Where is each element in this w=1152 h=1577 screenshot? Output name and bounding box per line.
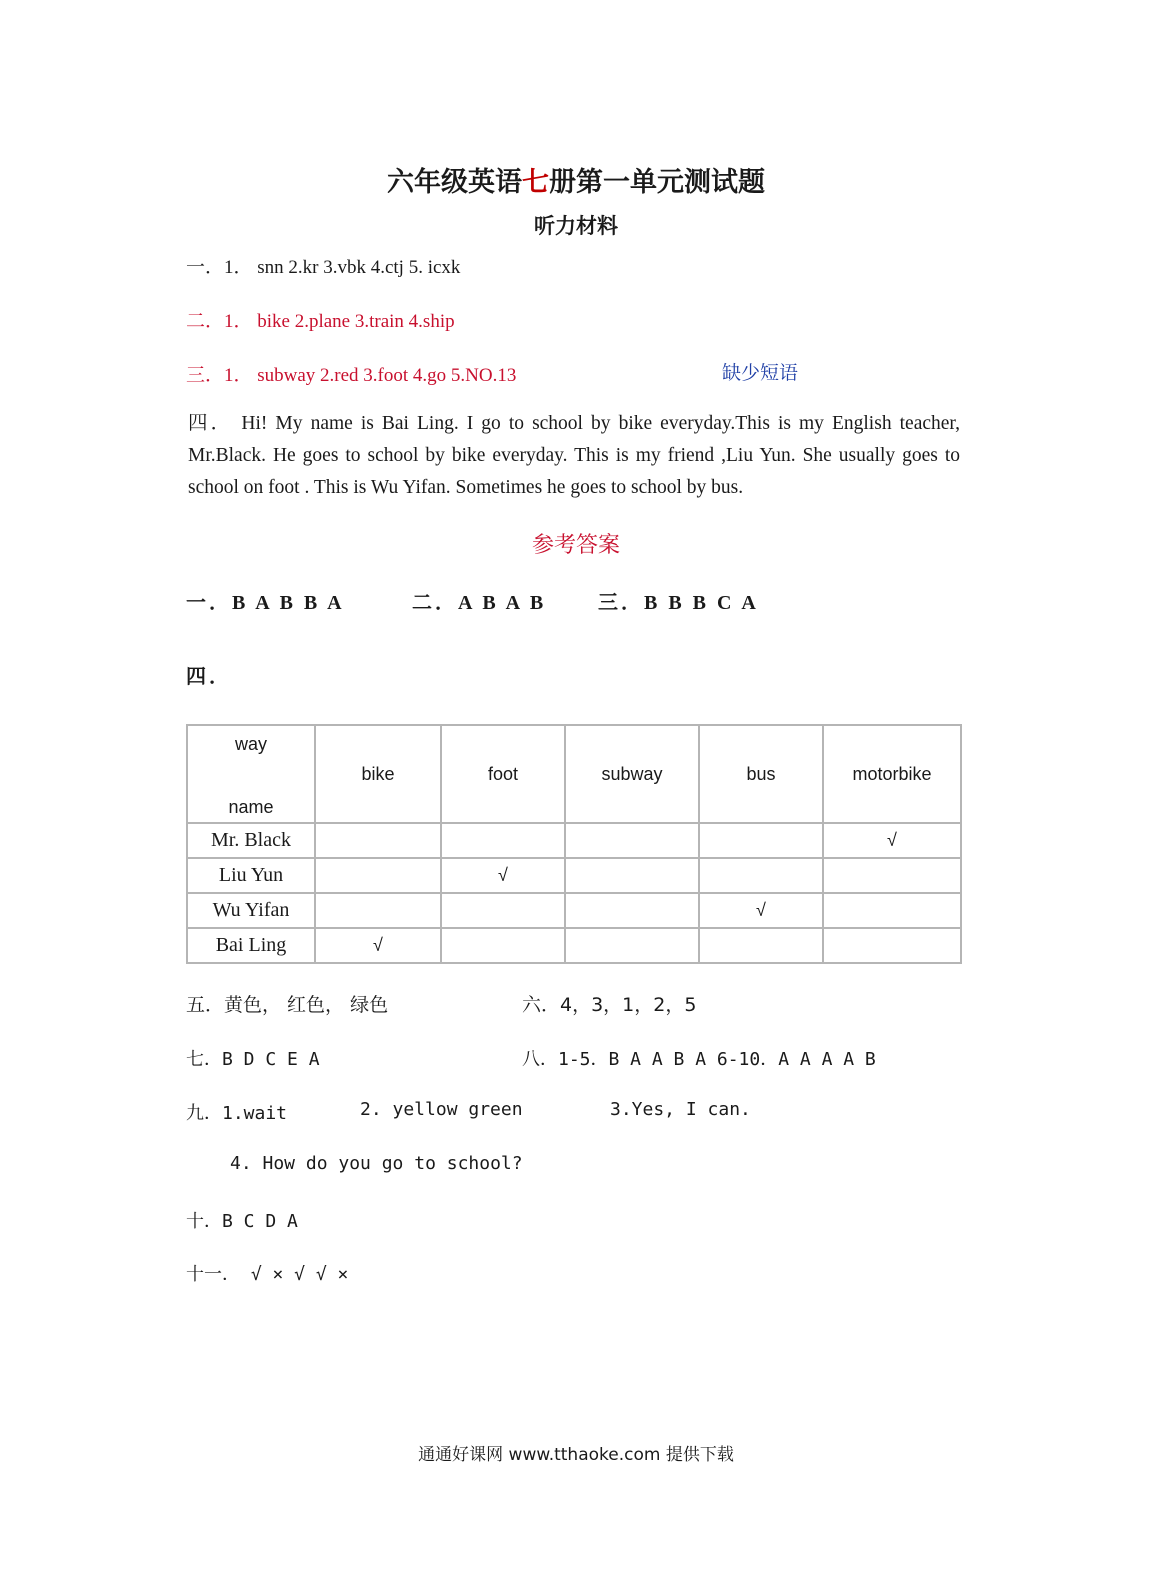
table-cell [823, 928, 961, 963]
answer-9-part-3: 3.Yes, I can. [610, 1099, 751, 1120]
table-row [187, 893, 961, 928]
table-cell: √ [441, 858, 565, 893]
column-header: subway [565, 725, 699, 823]
answer-4-label: 四． [186, 666, 232, 688]
table-cell [565, 858, 699, 893]
table-cell [699, 823, 823, 858]
corner-way-label: way [234, 734, 267, 754]
answer-9-part-1: 九．1.wait [186, 1103, 288, 1124]
corner-name-label: name [228, 797, 274, 817]
transport-table [186, 724, 962, 964]
listening-section-3: 三．1． subway 2.red 3.foot 4.go 5.NO.13 [186, 365, 517, 386]
listening-section-4: 四． Hi! My name is Bai Ling. I go to school by bike everyday.This is my English teacher, Mr.Black. He goes to school by bike everyday. This is my friend ,Liu Yun. She usually goes to school on foot . This is Wu Yifan. Sometimes he goes to school by bus. [188, 413, 960, 498]
table-cell [315, 893, 441, 928]
page-title [0, 160, 1152, 199]
answer-5: 五．黄色， 红色， 绿色 [186, 994, 389, 1016]
table-header-row [187, 725, 961, 823]
table-cell [441, 823, 565, 858]
table-cell [441, 928, 565, 963]
table-cell: √ [699, 893, 823, 928]
column-header: motorbike [823, 725, 961, 823]
answer-9-part-2: 2. yellow green [360, 1099, 523, 1120]
table-cell [565, 928, 699, 963]
answers-title: 参考答案 [531, 533, 620, 558]
answer-6: 六．4，3，1，2，5 [522, 994, 697, 1016]
row-name: Liu Yun [187, 858, 315, 893]
table-cell [823, 858, 961, 893]
row-name: Bai Ling [187, 928, 315, 963]
listening-section-1: 一．1． snn 2.kr 3.vbk 4.ctj 5. icxk [186, 257, 461, 278]
section-subtitle: 听力材料 [534, 213, 618, 238]
footer-credit: 通通好课网 www.tthaoke.com 提供下载 [418, 1445, 734, 1465]
table-cell [699, 858, 823, 893]
title-prefix: 六年级英语 [387, 167, 522, 198]
table-cell [823, 893, 961, 928]
answer-1: 一．B A B B A [186, 592, 345, 614]
column-header: bus [699, 725, 823, 823]
listening-section-2: 二．1． bike 2.plane 3.train 4.ship [186, 311, 455, 332]
answer-7: 七．B D C E A [186, 1049, 320, 1070]
table-row [187, 823, 961, 858]
answer-2: 二．A B A B [412, 592, 547, 614]
answer-8: 八．1-5．B A A B A 6-10．A A A A B [522, 1049, 876, 1070]
table-corner-cell [187, 725, 315, 823]
answer-10: 十．B C D A [186, 1211, 298, 1232]
table-cell [565, 893, 699, 928]
answer-9-part-4: 4. How do you go to school? [230, 1153, 523, 1174]
table-cell: √ [315, 928, 441, 963]
missing-phrase-note: 缺少短语 [722, 362, 799, 384]
table-cell [565, 823, 699, 858]
table-cell [441, 893, 565, 928]
answer-11: 十一． √ × √ √ × [186, 1264, 349, 1285]
row-name: Wu Yifan [187, 893, 315, 928]
table-cell [315, 858, 441, 893]
table-cell [315, 823, 441, 858]
title-highlight: 七 [522, 167, 549, 198]
column-header: bike [315, 725, 441, 823]
row-name: Mr. Black [187, 823, 315, 858]
column-header: foot [441, 725, 565, 823]
table-row [187, 928, 961, 963]
table-cell [699, 928, 823, 963]
answer-3: 三．B B B C A [598, 592, 759, 614]
table-cell: √ [823, 823, 961, 858]
title-suffix: 册第一单元测试题 [549, 167, 765, 198]
table-row [187, 858, 961, 893]
